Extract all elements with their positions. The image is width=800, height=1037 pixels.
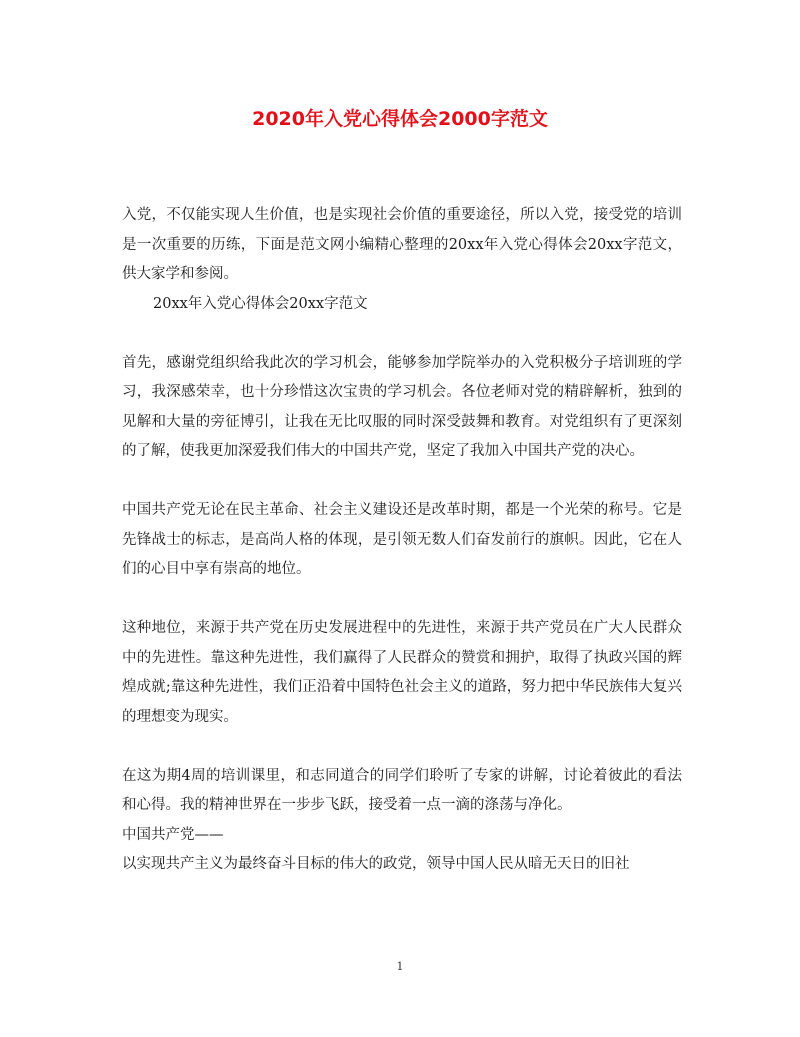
paragraph-honor: 中国共产党无论在民主革命、社会主义建设还是改革时期，都是一个光荣的称号。它是先锋战士的标志，是高尚人格的体现，是引领无数人们奋发前行的旗帜。因此，它在人们的心目中享有崇高的地位。 — [122, 502, 682, 577]
page-number: 1 — [396, 960, 404, 973]
paragraph-party-goal: 以实现共产主义为最终奋斗目标的伟大的政党，领导中国人民从暗无天日的旧社 — [122, 856, 630, 872]
paragraph-intro: 入党，不仅能实现人生价值，也是实现社会价值的重要途径，所以入党，接受党的培训是一次重要的历练，下面是范文网小编精心整理的20xx年入党心得体会20xx字范文，供大家学和参阅。 — [122, 207, 682, 282]
paragraph-status: 这种地位，来源于共产党在历史发展进程中的先进性，来源于共产党员在广大人民群众中的先进性。靠这种先进性，我们赢得了人民群众的赞赏和拥护，取得了执政兴国的辉煌成就;靠这种先进性，我们正沿着中国特色社会主义的道路，努力把中华民族伟大复兴的理想变为现实。 — [122, 620, 682, 725]
paragraph-party-heading: 中国共产党—— — [122, 826, 224, 843]
paragraph-thanks: 首先，感谢党组织给我此次的学习机会，能够参加学院举办的入党积极分子培训班的学习，我深感荣幸，也十分珍惜这次宝贵的学习机会。各位老师对党的精辟解析，独到的见解和大量的旁征博引，让我在无比叹服的同时深受鼓舞和教育。对党组织有了更深刻的了解，使我更加深爱我们伟大的中国共产党，坚定了我加入中国共产党的决心。 — [122, 354, 682, 459]
paragraph-subtitle: 20xx年入党心得体会20xx字范文 — [153, 295, 368, 312]
paragraph-training: 在这为期4周的培训课里，和志同道合的同学们聆听了专家的讲解，讨论着彼此的看法和心得。我的精神世界在一步步飞跃，接受着一点一滴的涤荡与净化。 — [122, 767, 682, 813]
document-title: 2020年入党心得体会2000字范文 — [252, 108, 548, 130]
document-body — [122, 201, 682, 880]
